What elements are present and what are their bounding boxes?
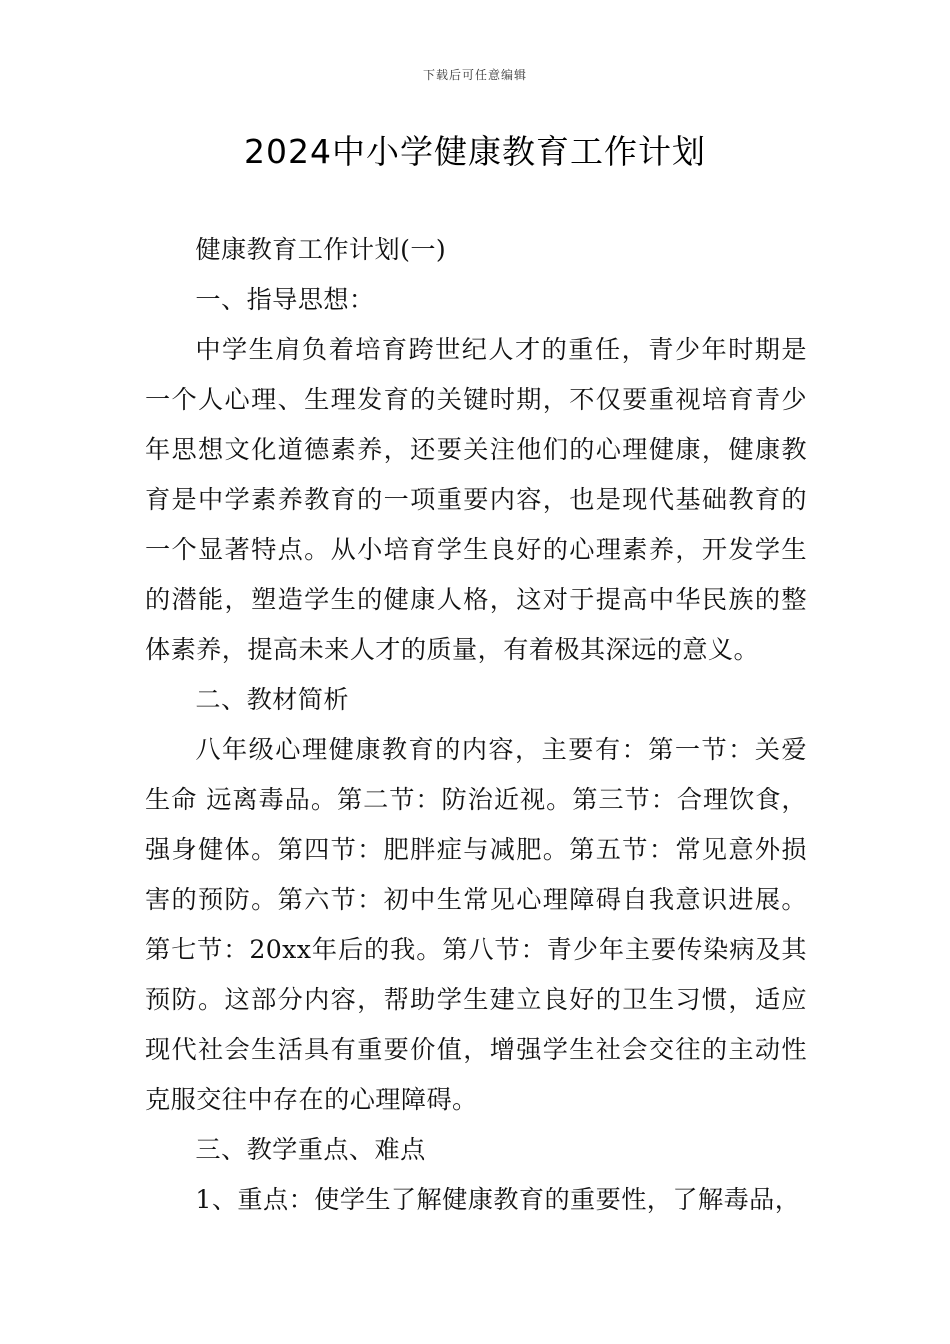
section-heading-key-points: 三、教学重点、难点 bbox=[195, 1135, 426, 1164]
header-note: 下载后可任意编辑 bbox=[422, 68, 527, 82]
paragraph-guiding-thought: 中学生肩负着培育跨世纪人才的重任，青少年时期是一个人心理、生理发育的关键时期，不仅要重视培育青少年思想文化道德素养，还要关注他们的心理健康，健康教育是中学素养教育的一项重要内容，也是现代基础教育的一个显著特点。从小培育学生良好的心理素养，开发学生的潜能，塑造学生的健康人格，这对于提高中华民族的整体素养，提高未来人才的质量，有着极其深远的意义。 bbox=[145, 335, 807, 664]
section-heading-textbook: 二、教材简析 bbox=[195, 685, 349, 714]
section-heading-plan: 健康教育工作计划(一) bbox=[195, 235, 447, 264]
paragraph-key-points: 1、重点：使学生了解健康教育的重要性，了解毒品， bbox=[195, 1185, 801, 1214]
document-title: 2024中小学健康教育工作计划 bbox=[244, 132, 706, 171]
document-body bbox=[145, 225, 807, 1225]
paragraph-textbook: 八年级心理健康教育的内容，主要有：第一节：关爱生命 远离毒品。第二节：防治近视。第三节：合理饮食，强身健体。第四节：肥胖症与减肥。第五节：常见意外损害的预防。第六节：初中生常见心理障碍自我意识进展。第七节：20xx年后的我。第八节：青少年主要传染病及其预防。这部分内容，帮助学生建立良好的卫生习惯，适应现代社会生活具有重要价值，增强学生社会交往的主动性克服交往中存在的心理障碍。 bbox=[145, 735, 807, 1114]
section-heading-guiding-thought: 一、指导思想： bbox=[195, 285, 375, 314]
